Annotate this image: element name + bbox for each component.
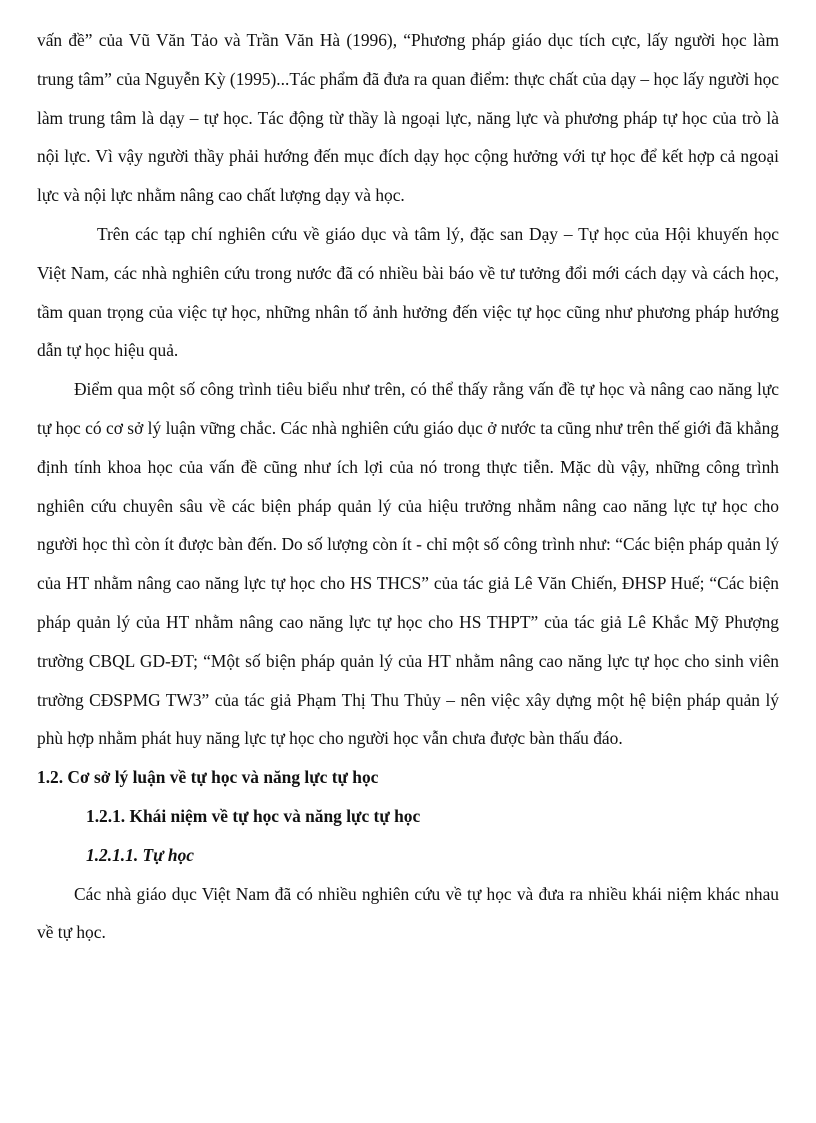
subsubsection-heading: 1.2.1.1. Tự học	[86, 844, 194, 865]
section-heading: 1.2. Cơ sở lý luận về tự học và năng lực tự học	[37, 767, 379, 788]
paragraph-review: Điểm qua một số công trình tiêu biểu như trên, có thể thấy rằng vấn đề tự học và nâng cao năng lực tự học có cơ sở lý luận vững chắc. Các nhà nghiên cứu giáo dục ở nước ta cũng như trên thế giới đã khẳng định tính khoa học của vấn đề cũng như ích lợi của nó trong thực tiễn. Mặc dù vậy, những công trình nghiên cứu chuyên sâu về các biện pháp quản lý của hiệu trưởng nhằm nâng cao năng lực tự học cho người học thì còn ít được bàn đến. Do số lượng còn ít - chỉ một số công trình như: “Các biện pháp quản lý của HT nhằm nâng cao năng lực tự học cho HS THCS” của tác giả Lê Văn Chiến, ĐHSP Huế; “Các biện pháp quản lý của HT nhằm nâng cao năng lực tự học cho HS THPT” của tác giả Lê Khắc Mỹ Phượng trường CBQL GD-ĐT; “Một số biện pháp quản lý của HT nhằm nâng cao năng lực tự học cho sinh viên trường CĐSPMG TW3” của tác giả Phạm Thị Thu Thủy – nên việc xây dựng một hệ biện pháp quản lý phù hợp nhằm phát huy năng lực tự học cho người học vẫn chưa được bàn thấu đáo.	[37, 379, 779, 749]
paragraph-continuation: vấn đề” của Vũ Văn Tảo và Trần Văn Hà (1996), “Phương pháp giáo dục tích cực, lấy người học làm trung tâm” của Nguyễn Kỳ (1995)...Tác phẩm đã đưa ra quan điểm: thực chất của dạy – học lấy người học làm trung tâm là dạy – tự học. Tác động từ thầy là ngoại lực, năng lực và phương pháp tự học của trò là nội lực. Vì vậy người thầy phải hướng đến mục đích dạy học cộng hưởng với tự học để kết hợp cả ngoại lực và nội lực nhằm nâng cao chất lượng dạy và học.	[37, 30, 779, 206]
paragraph-journals: Trên các tạp chí nghiên cứu về giáo dục và tâm lý, đặc san Dạy – Tự học của Hội khuyến học Việt Nam, các nhà nghiên cứu trong nước đã có nhiều bài báo về tư tưởng đổi mới cách dạy và cách học, tầm quan trọng của việc tự học, những nhân tố ảnh hưởng đến việc tự học cũng như phương pháp hướng dẫn tự học hiệu quả.	[37, 223, 779, 361]
paragraph-concepts: Các nhà giáo dục Việt Nam đã có nhiều nghiên cứu về tự học và đưa ra nhiều khái niệm khác nhau về tự học.	[37, 883, 779, 943]
subsection-heading: 1.2.1. Khái niệm về tự học và năng lực tự học	[86, 805, 421, 826]
document-page	[37, 21, 779, 952]
